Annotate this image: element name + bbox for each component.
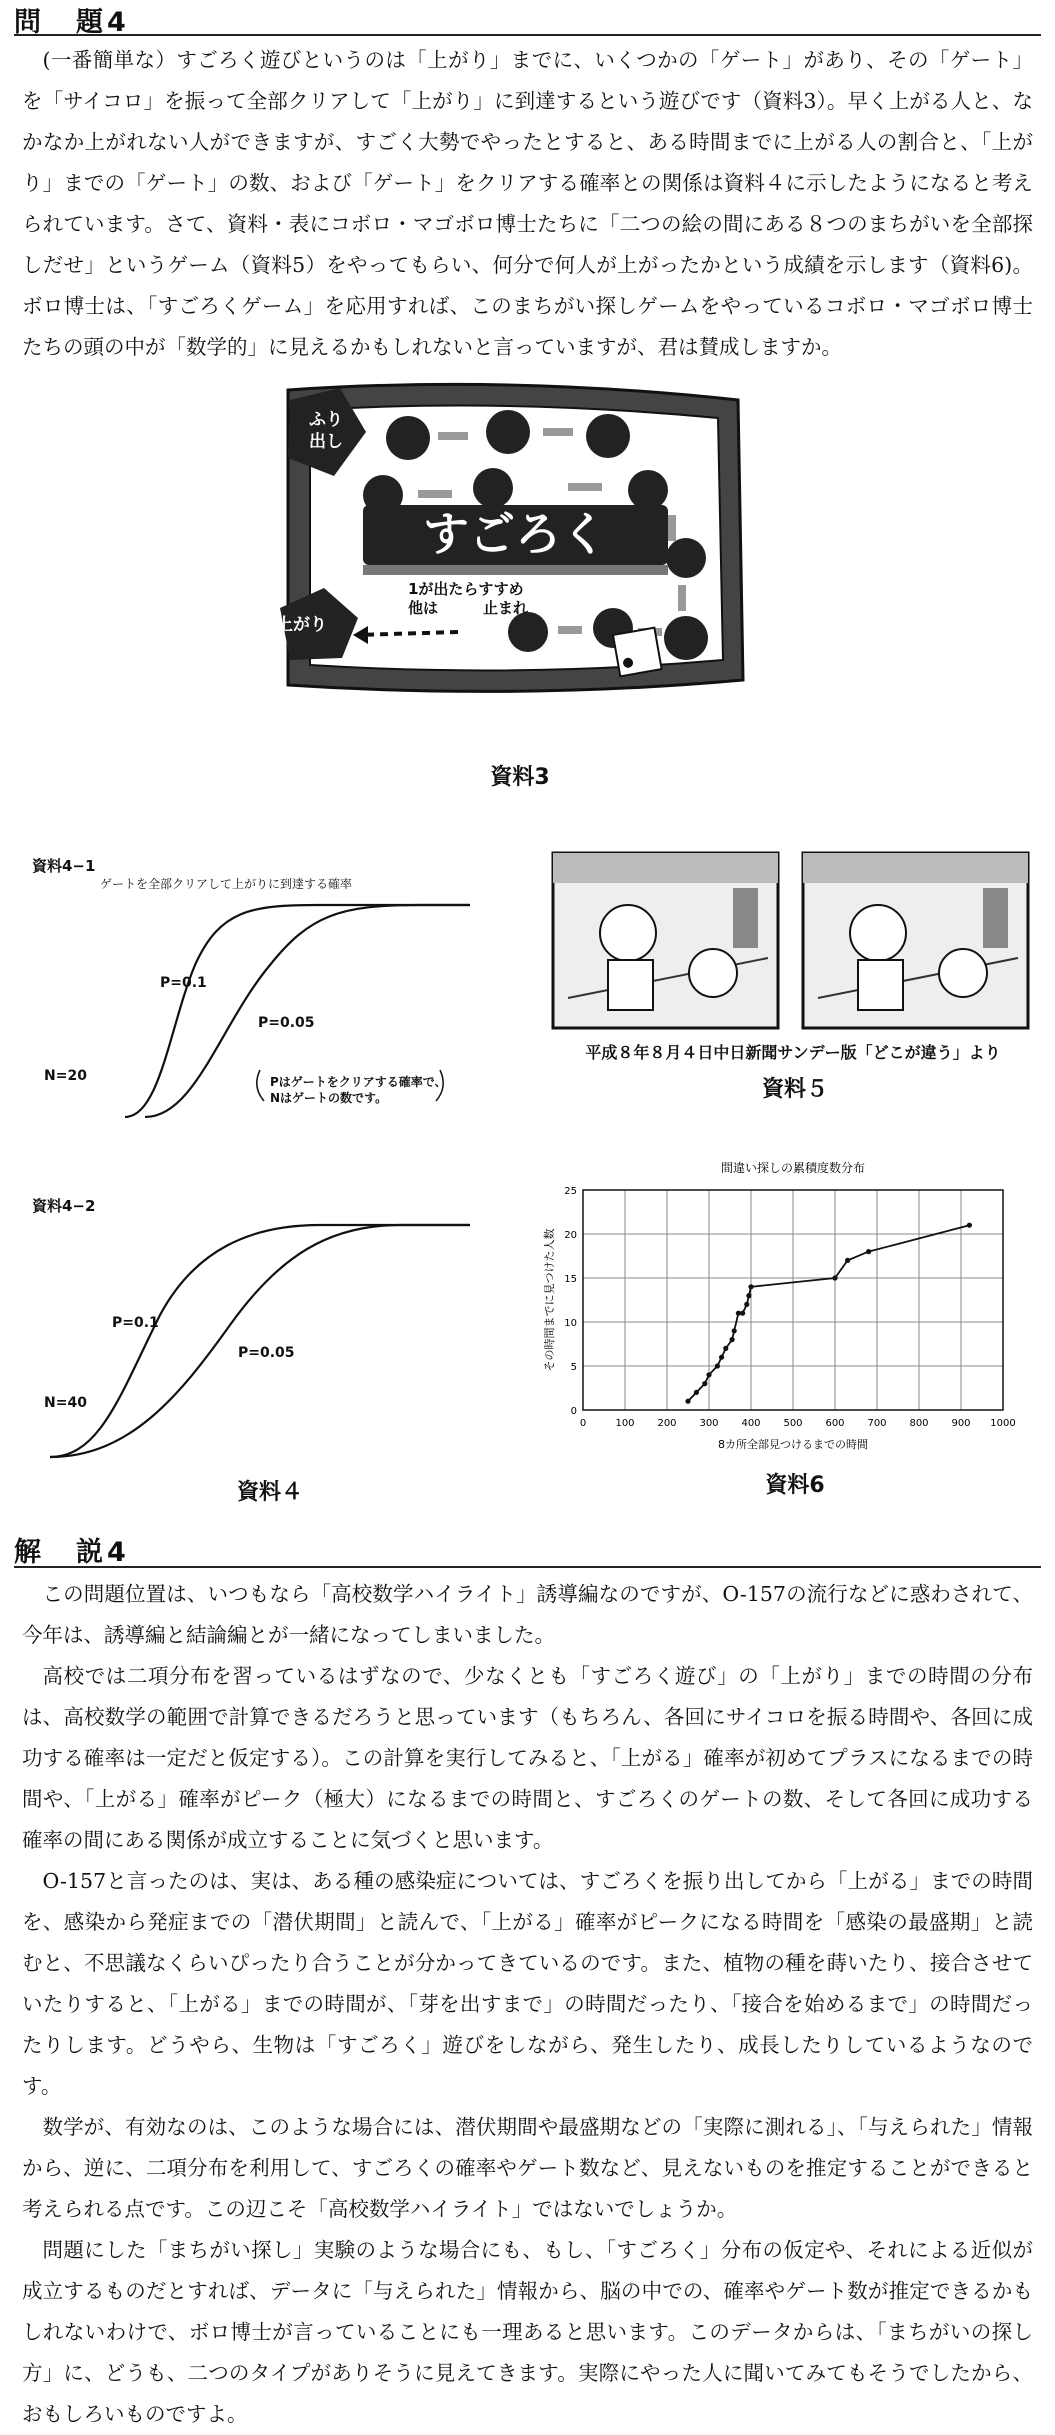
x-tick-label: 400 xyxy=(741,1418,761,1429)
panel-left xyxy=(553,853,778,1028)
x-tick-label: 200 xyxy=(657,1418,677,1429)
chart-4-1-n: N=20 xyxy=(44,1068,87,1084)
data-point xyxy=(715,1363,720,1368)
spot-difference-images xyxy=(548,848,1038,1033)
y-tick-label: 10 xyxy=(564,1318,577,1329)
panel-right xyxy=(803,853,1028,1028)
data-point xyxy=(832,1275,837,1280)
chart-title: 間違い探しの累積度数分布 xyxy=(720,1161,866,1175)
start-label-1: ふり xyxy=(309,410,343,430)
caption-material3: 資料3 xyxy=(490,765,550,790)
commentary-rule xyxy=(14,1566,1041,1568)
y-tick-label: 0 xyxy=(570,1406,577,1417)
sugoroku-illustration xyxy=(268,380,758,710)
x-tick-label: 600 xyxy=(825,1418,845,1429)
caption-material5: 資料５ xyxy=(761,1077,828,1102)
problem-text: (一番簡単な）すごろく遊びというのは「上がり」までに、いくつかの「ゲート」があり、その「ゲート」を「サイコロ」を振って全部クリアして「上がり」に到達するという遊びです（資料3）。早く上がる人と、なかなか上がれない人ができますが、すごく大勢でやったとすると、ある時間までに上がる人の割合と、「上がり」までの「ゲート」の数、および「ゲート」をクリアする確率との関係は資料４に示したようになると考えられています。さて、資料・表にコボロ・マゴボロ博士たちに「二つの絵の間にある８つのまちがいを全部探しだせ」というゲーム（資料5）をやってもらい、何分で何人が上がったかという成績を示します（資料6)。ボロ博士は、「すごろくゲーム」を応用すれば、このまちがい探しゲームをやっているコボロ・マゴボロ博士たちの頭の中が「数学的」に見えるかもしれないと言っていますが、君は賛成しますか。 xyxy=(22,48,1033,359)
data-point xyxy=(740,1311,745,1316)
chart-4-2-n: N=40 xyxy=(44,1395,87,1411)
chart-4-1-p2: P=0.05 xyxy=(258,1015,315,1031)
data-point xyxy=(685,1399,690,1404)
commentary-paragraph: 数学が、有効なのは、このような場合には、潜伏期間や最盛期などの「実際に測れる」、「与えられた」情報から、逆に、二項分布を利用して、すごろくの確率やゲート数など、見えないものを推定することができると考えられる点です。この辺こそ「高校数学ハイライト」ではないでしょうか。 xyxy=(22,2115,1033,2221)
data-point xyxy=(866,1249,871,1254)
caption-material4: 資料４ xyxy=(236,1480,303,1505)
x-tick-label: 800 xyxy=(909,1418,929,1429)
cumulative-chart-svg xyxy=(525,1150,1045,1470)
chart-4-2-plot xyxy=(20,1195,490,1485)
chart-4-2-p1: P=0.1 xyxy=(112,1315,159,1331)
curve-4-2-p005 xyxy=(50,1225,470,1457)
chart-4-1-p1: P=0.1 xyxy=(160,975,207,991)
rule-line-2: 他は 止まれ xyxy=(408,599,529,617)
problem-body xyxy=(22,40,1033,368)
commentary-heading: 解 説4 xyxy=(14,1537,130,1568)
y-tick-label: 5 xyxy=(570,1362,577,1373)
x-tick-label: 100 xyxy=(615,1418,635,1429)
chart-4-2 xyxy=(20,1195,490,1485)
x-tick-label: 500 xyxy=(783,1418,803,1429)
start-label-2: 出し xyxy=(309,432,343,452)
chart-4-1-label: 資料4−1 xyxy=(32,857,96,875)
material5-source: 平成８年８月４日中日新聞サンデー版「どこが違う」より xyxy=(585,1043,1001,1062)
y-tick-label: 15 xyxy=(564,1274,577,1285)
x-tick-label: 1000 xyxy=(990,1418,1016,1429)
data-point xyxy=(694,1390,699,1395)
y-tick-label: 25 xyxy=(564,1186,577,1197)
spot-difference-panels xyxy=(548,848,1038,1033)
board-title: すごろく xyxy=(423,507,607,561)
x-tick-label: 0 xyxy=(579,1418,587,1429)
commentary-paragraph: この問題位置は、いつもなら「高校数学ハイライト」誘導編なのですが、O-157の流行などに惑わされて、今年は、誘導編と結論編とが一緒になってしまいました。 xyxy=(22,1582,1033,1647)
y-axis-label: その時間までに見つけた人数 xyxy=(543,1228,556,1372)
data-point xyxy=(706,1372,711,1377)
data-point xyxy=(746,1293,751,1298)
y-tick-label: 20 xyxy=(564,1230,577,1241)
x-tick-label: 900 xyxy=(951,1418,971,1429)
chart-4-2-p2: P=0.05 xyxy=(238,1345,295,1361)
cumulative-chart xyxy=(525,1150,1045,1470)
chart-4-1-subtitle: ゲートを全部クリアして上がりに到達する確率 xyxy=(100,877,353,891)
data-point xyxy=(702,1381,707,1386)
chart-4-1 xyxy=(20,855,490,1155)
chart-4-2-label: 資料4−2 xyxy=(32,1197,96,1215)
commentary-paragraph: O-157と言ったのは、実は、ある種の感染症については、すごろくを振り出してから「上がる」までの時間を、感染から発症までの「潜伏期間」と読んで、「上がる」確率がピークになる時間を「感染の最盛期」と読むと、不思議なくらいぴったり合うことが分かってきているのです。また、植物の種を蒔いたり、接合させていたりすると、「上がる」までの時間が、「芽を出すまで」の時間だったり、「接合を始めるまで」の時間だったりします。どうやら、生物は「すごろく」遊びをしながら、発生したり、成長したりしているようなのです。 xyxy=(22,1869,1033,2098)
x-tick-label: 300 xyxy=(699,1418,719,1429)
commentary-paragraph: 問題にした「まちがい探し」実験のような場合にも、もし、「すごろく」分布の仮定や、それによる近似が成立するものだとすれば、データに「与えられた」情報から、脳の中での、確率やゲート数が推定できるかもしれないわけで、ボロ博士が言っていることにも一理あると思います。このデータからは、「まちがいの探し方」に、どうも、二つのタイプがありそうに見えてきます。実際にやった人に聞いてみてもそうでしたから、おもしろいものですよ。 xyxy=(22,2238,1033,2426)
data-point xyxy=(730,1337,735,1342)
x-axis-label: 8カ所全部見つけるまでの時間 xyxy=(718,1438,868,1451)
series-line xyxy=(688,1225,969,1401)
rule-line-1: 1が出たらすすめ xyxy=(408,580,524,598)
data-point xyxy=(967,1223,972,1228)
commentary-body xyxy=(22,1574,1033,2435)
data-point xyxy=(732,1328,737,1333)
caption-material6: 資料6 xyxy=(765,1473,825,1498)
chart-4-1-plot xyxy=(20,855,490,1155)
chart-4-1-note-1: Pはゲートをクリアする確率で、 xyxy=(270,1075,447,1089)
data-point xyxy=(845,1258,850,1263)
chart-4-1-note-2: Nはゲートの数です。 xyxy=(270,1091,388,1105)
goal-label: 上がり xyxy=(276,615,327,635)
data-point xyxy=(719,1355,724,1360)
commentary-paragraph: 高校では二項分布を習っているはずなので、少なくとも「すごろく遊び」の「上がり」までの時間の分布は、高校数学の範囲で計算できるだろうと思っています（もちろん、各回にサイコロを振る時間や、各回に成功する確率は一定だと仮定する）。この計算を実行してみると、「上がる」確率が初めてプラスになるまでの時間や、「上がる」確率がピーク（極大）になるまでの時間と、すごろくのゲートの数、そして各回に成功する確率の間にある関係が成立することに気づくと思います。 xyxy=(22,1664,1033,1852)
curve-4-2-p01 xyxy=(50,1225,470,1457)
data-point xyxy=(748,1284,753,1289)
problem-rule xyxy=(14,34,1041,36)
data-point xyxy=(744,1302,749,1307)
problem-heading: 問 題4 xyxy=(14,7,130,38)
data-point xyxy=(723,1346,728,1351)
sugoroku-board xyxy=(268,380,758,710)
x-tick-label: 700 xyxy=(867,1418,887,1429)
